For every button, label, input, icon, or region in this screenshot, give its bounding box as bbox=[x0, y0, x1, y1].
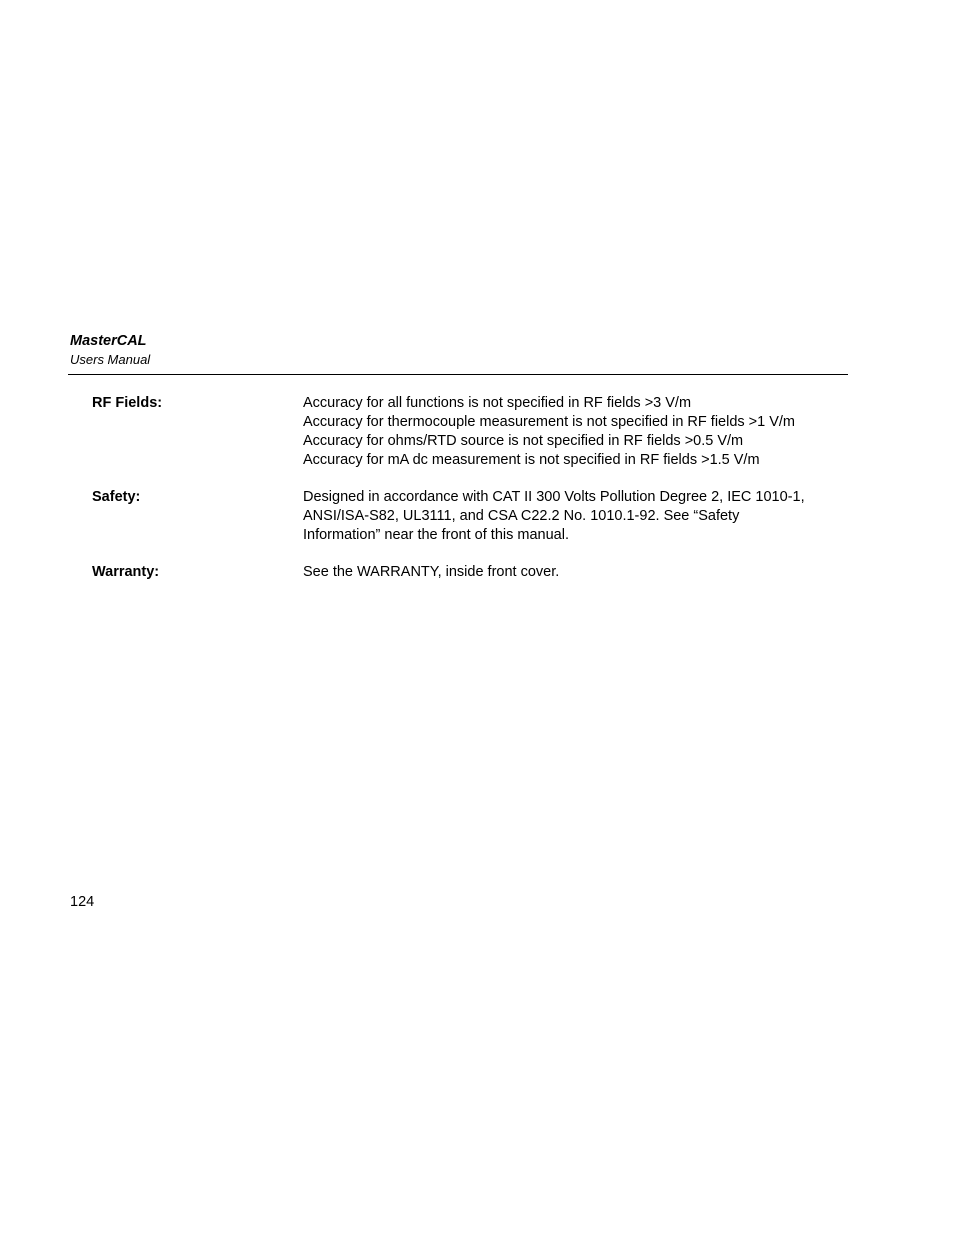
spec-value-warranty bbox=[303, 563, 848, 582]
spec-text-line: Information” near the front of this manual. bbox=[303, 527, 569, 543]
page-header bbox=[70, 333, 848, 368]
specification-list bbox=[92, 394, 852, 600]
spec-text-line: Accuracy for mA dc measurement is not specified in RF fields >1.5 V/m bbox=[303, 452, 760, 468]
spec-text-line: Designed in accordance with CAT II 300 Volts Pollution Degree 2, IEC 1010-1, bbox=[303, 489, 805, 505]
spec-text-line: ANSI/ISA-S82, UL3111, and CSA C22.2 No. 1010.1-92. See “Safety bbox=[303, 508, 740, 524]
product-name: MasterCAL bbox=[70, 333, 147, 349]
spec-value-safety bbox=[303, 488, 848, 545]
spec-text-line: See the WARRANTY, inside front cover. bbox=[303, 564, 560, 580]
spec-row-rf-fields bbox=[92, 394, 852, 470]
spec-row-warranty bbox=[92, 563, 852, 582]
spec-value-rf-fields bbox=[303, 394, 848, 470]
spec-label-rf-fields: RF Fields: bbox=[92, 395, 163, 411]
spec-label-warranty: Warranty: bbox=[92, 564, 160, 580]
spec-text-line: Accuracy for thermocouple measurement is not specified in RF fields >1 V/m bbox=[303, 414, 796, 430]
page-number: 124 bbox=[70, 894, 95, 910]
spec-label-safety: Safety: bbox=[92, 489, 141, 505]
manual-subtitle: Users Manual bbox=[70, 352, 151, 367]
spec-row-safety bbox=[92, 488, 852, 545]
header-divider bbox=[68, 374, 848, 375]
spec-text-line: Accuracy for ohms/RTD source is not specified in RF fields >0.5 V/m bbox=[303, 433, 744, 449]
spec-text-line: Accuracy for all functions is not specified in RF fields >3 V/m bbox=[303, 395, 692, 411]
